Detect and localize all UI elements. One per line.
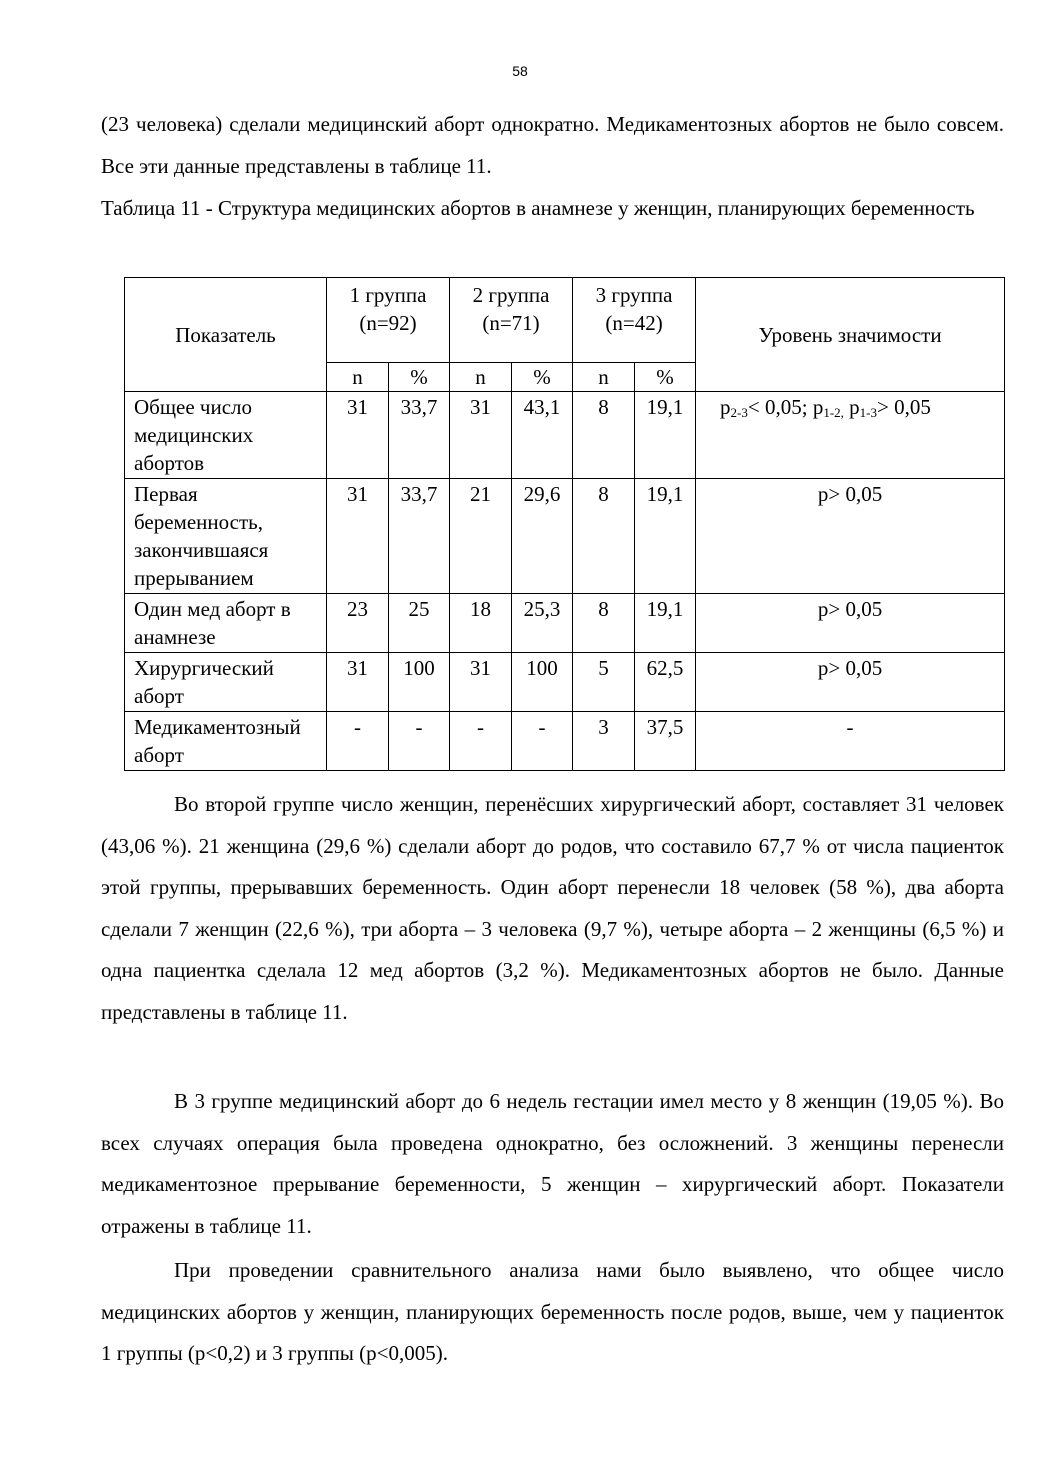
header-significance: Уровень значимости — [696, 278, 1005, 392]
group-size: (n=42) — [605, 311, 663, 335]
table-row — [125, 594, 1005, 653]
group-2-n: 21 — [450, 479, 512, 594]
page-number: 58 — [512, 63, 528, 79]
table-row — [125, 653, 1005, 712]
table-row — [125, 712, 1005, 771]
table-caption: Таблица 11 - Структура медицинских абортов в анамнезе у женщин, планирующих беременность — [101, 196, 975, 220]
group-3-percent: 19,1 — [635, 594, 696, 653]
group-1-percent: 100 — [389, 653, 450, 712]
group-1-n: 23 — [327, 594, 389, 653]
group-2-percent: 100 — [512, 653, 573, 712]
table-header-row — [125, 278, 1005, 363]
group-3-n: 8 — [573, 594, 635, 653]
group-3-percent: 37,5 — [635, 712, 696, 771]
group-3-percent: 19,1 — [635, 392, 696, 479]
group-size: (n=92) — [359, 311, 417, 335]
group-3-percent: 62,5 — [635, 653, 696, 712]
group-3-n: 8 — [573, 392, 635, 479]
group-1-percent: 25 — [389, 594, 450, 653]
subheader-n: n — [450, 363, 512, 392]
row-label: Первая беременность, закончившаяся прерыванием — [125, 479, 327, 594]
group-2-percent: 29,6 — [512, 479, 573, 594]
table-row — [125, 392, 1005, 479]
header-group-1 — [327, 278, 450, 363]
paragraph-group-2: Во второй группе число женщин, перенёсших хирургический аборт, составляет 31 человек (43,06 %). 21 женщина (29,6 %) сделали аборт до родов, что составило 67,7 % от числа пациенток этой группы, прерывавших беременность. Один аборт перенесли 18 человек (58 %), два аборта сделали 7 женщин (22,6 %), три аборта – 3 человека (9,7 %), четыре аборта – 2 женщины (6,5 %) и одна пациентка сделала 12 мед абортов (3,2 %). Медикаментозных абортов не было. Данные представлены в таблице 11. — [101, 792, 1004, 1024]
group-2-percent: - — [512, 712, 573, 771]
group-name: 3 группа — [595, 283, 673, 307]
group-1-n: 31 — [327, 653, 389, 712]
significance-value: $p_{2-3}< 0,05$; $p_{1-2,}$ $p_{1-3}> 0,05$ — [696, 392, 1005, 479]
paragraph-intro: (23 человека) сделали медицинский аборт однократно. Медикаментозных абортов не было совсем. Все эти данные представлены в таблице 11. — [101, 112, 1004, 178]
subheader-percent: % — [389, 363, 450, 392]
group-3-n: 3 — [573, 712, 635, 771]
group-1-percent: - — [389, 712, 450, 771]
group-2-n: 31 — [450, 653, 512, 712]
paragraph-group-3: В 3 группе медицинский аборт до 6 недель гестации имел место у 8 женщин (19,05 %). Во всех случаях операция была проведена однократно, без осложнений. 3 женщины перенесли медикаментозное прерывание беременности, 5 женщин – хирургический аборт. Показатели отражены в таблице 11. — [101, 1089, 1004, 1238]
subheader-n: n — [327, 363, 389, 392]
header-group-3 — [573, 278, 696, 363]
significance-value: - — [696, 712, 1005, 771]
header-indicator: Показатель — [125, 278, 327, 392]
subheader-n: n — [573, 363, 635, 392]
row-label: Общее число медицинских абортов — [125, 392, 327, 479]
group-1-n: - — [327, 712, 389, 771]
group-1-n: 31 — [327, 479, 389, 594]
row-label: Хирургический аборт — [125, 653, 327, 712]
group-name: 1 группа — [349, 283, 427, 307]
group-1-n: 31 — [327, 392, 389, 479]
group-1-percent: 33,7 — [389, 392, 450, 479]
group-name: 2 группа — [472, 283, 550, 307]
paragraph-comparison: При проведении сравнительного анализа нами было выявлено, что общее число медицинских абортов у женщин, планирующих беременность после родов, выше, чем у пациенток 1 группы (р<0,2) и 3 группы (р<0,005). — [101, 1258, 1004, 1365]
table-row — [125, 479, 1005, 594]
group-2-percent: 43,1 — [512, 392, 573, 479]
group-3-n: 5 — [573, 653, 635, 712]
subheader-percent: % — [635, 363, 696, 392]
group-3-n: 8 — [573, 479, 635, 594]
row-label: Один мед аборт в анамнезе — [125, 594, 327, 653]
group-1-percent: 33,7 — [389, 479, 450, 594]
header-group-2 — [450, 278, 573, 363]
abortion-structure-table — [124, 277, 1005, 771]
group-2-n: 18 — [450, 594, 512, 653]
group-2-percent: 25,3 — [512, 594, 573, 653]
group-2-n: 31 — [450, 392, 512, 479]
subheader-percent: % — [512, 363, 573, 392]
significance-value: p> 0,05 — [696, 479, 1005, 594]
row-label: Медикаментозный аборт — [125, 712, 327, 771]
group-size: (n=71) — [482, 311, 540, 335]
significance-value: p> 0,05 — [696, 653, 1005, 712]
significance-value: p> 0,05 — [696, 594, 1005, 653]
group-2-n: - — [450, 712, 512, 771]
group-3-percent: 19,1 — [635, 479, 696, 594]
